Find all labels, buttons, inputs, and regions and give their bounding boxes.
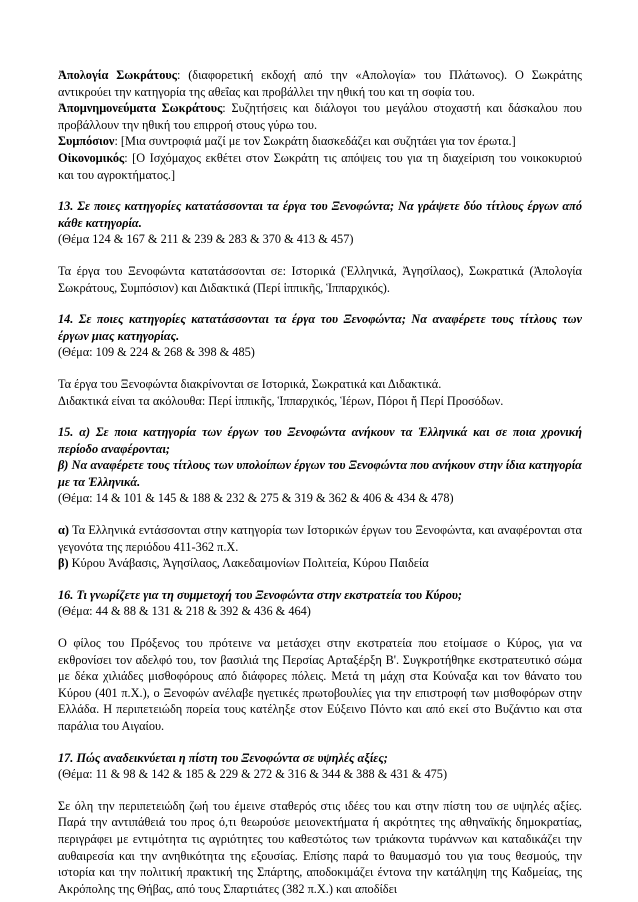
question-heading: 17. Πώς αναδεικνύεται η πίστη του Ξενοφώντα σε υψηλές αξίες; (58, 750, 388, 765)
work-title: Συμπόσιον (58, 134, 115, 149)
question-heading: 13. Σε ποιες κατηγορίες κατατάσσονται τα έργα του Ξενοφώντα; Να γράψετε δύο τίτλους έργων από κάθε κατηγορία. (58, 199, 582, 230)
question-15 (58, 424, 582, 572)
work-title: Ἀπομνημονεύματα Σωκράτους (58, 101, 223, 116)
answer-text: Τα Ελληνικά εντάσσονται στην κατηγορία των Ιστορικών έργων του Ξενοφώντα, και αναφέρονται στα γεγονότα της περιόδου 411-362 π.Χ. (58, 523, 582, 554)
answer-paragraph: Τα έργα του Ξενοφώντα κατατάσσονται σε: Ιστορικά (Ἑλληνικά, Ἀγησίλαος), Σωκρατικά (Ἀπολογία Σωκράτους, Συμπόσιον) και Διδακτικά (Περί ἱππικῆς, Ἱππαρχικός). (58, 263, 582, 295)
spacer (58, 572, 582, 587)
work-description: : [Μια συντροφιά μαζί με τον Σωκράτη διασκεδάζει και συζητάει για τον έρωτα.] (114, 134, 516, 149)
theme-references: (Θέμα: 44 & 88 & 131 & 218 & 392 & 436 & 464) (58, 604, 311, 619)
question-16 (58, 587, 582, 735)
spacer (58, 183, 582, 198)
spacer (58, 248, 582, 263)
question-13 (58, 198, 582, 296)
work-description-oikonomikos (58, 150, 582, 183)
answer-paragraph-a (58, 522, 582, 555)
theme-references: (Θέμα: 109 & 224 & 268 & 398 & 485) (58, 345, 255, 360)
answer-text: Κύρου Ἀνάβασις, Ἀγησίλαος, Λακεδαιμονίων Πολιτεία, Κύρου Παιδεία (68, 556, 429, 571)
answer-label: β) (58, 556, 69, 571)
question-heading: 14. Σε ποιες κατηγορίες κατατάσσονται τα έργα του Ξενοφώντα; Να αναφέρετε τους τίτλους των έργων μιας κατηγορίας. (58, 312, 582, 343)
question-heading-a: 15. α) Σε ποια κατηγορία των έργων του Ξενοφώντα ανήκουν τα Ἑλληνικά και σε ποια χρονική περίοδο αναφέρονται; (58, 425, 582, 456)
theme-references: (Θέμα 124 & 167 & 211 & 239 & 283 & 370 & 413 & 457) (58, 232, 354, 247)
spacer (58, 783, 582, 798)
question-17 (58, 750, 582, 898)
question-heading-b: β) Να αναφέρετε τους τίτλους των υπολοίπων έργων του Ξενοφώντα που ανήκουν στην ίδια κατηγορία με τα Ἑλληνικά. (58, 458, 582, 489)
answer-paragraph: Διδακτικά είναι τα ακόλουθα: Περί ἱππικῆς, Ἱππαρχικός, Ἱέρων, Πόροι ἤ Περί Προσόδων. (58, 393, 504, 408)
spacer (58, 409, 582, 424)
question-heading: 16. Τι γνωρίζετε για τη συμμετοχή του Ξενοφώντα στην εκστρατεία του Κύρου; (58, 587, 462, 602)
spacer (58, 296, 582, 311)
answer-label: α) (58, 523, 69, 538)
work-description: : (διαφορετική εκδοχή από την «Απολογία» του Πλάτωνος). Ο Σωκράτης αντικρούει την κατηγορία της αθεΐας και προβάλλει την ηθική του και τη σοφία του. (58, 68, 582, 99)
theme-references: (Θέμα: 11 & 98 & 142 & 185 & 229 & 272 & 316 & 344 & 388 & 431 & 475) (58, 767, 448, 782)
work-description-apomnemoneumata (58, 100, 582, 133)
intro-works-list (58, 67, 582, 183)
question-14 (58, 311, 582, 409)
work-description: : [Ο Ισχόμαχος εκθέτει στον Σωκράτη τις απόψεις του για τη διαχείριση του νοικοκυριού και του αγροκτήματος.] (58, 150, 582, 182)
spacer (58, 507, 582, 522)
answer-paragraph: Σε όλη την περιπετειώδη ζωή του έμεινε σταθερός στις ιδέες του και στην πίστη του σε υψηλές αξίες. Παρά την αντιπάθειά του προς ό,τι θεωρούσε μειονεκτήματα ή ακρότητες της αθηναϊκής δημοκρατίας, περιγράφει με εντιμότητα τις αγριότητες του καθεστώτος των τριάκοντα τυράννων και καταδικάζει την αυθαιρεσία και την ανηθικότητα της εξουσίας. Επίσης παρά το θαυμασμό του για τους θεσμούς, την ιστορία και την πολιτική πρακτική της Σπάρτης, αποδοκιμάζει έντονα την κατάληψη της Καδμείας, της Ακρόπολης της Θήβας, από τους Σπαρτιάτες (382 π.Χ.) και αποδίδει (58, 798, 582, 896)
work-description: : Συζητήσεις και διάλογοι του μεγάλου στοχαστή και δάσκαλου που προβάλλουν την ηθική του επιρροή στους γύρω του. (58, 101, 582, 132)
answer-paragraph: Ο φίλος του Πρόξενος του πρότεινε να μετάσχει στην εκστρατεία που ετοίμασε ο Κύρος, για να εκθρονίσει τον αδελφό του, τον βασιλιά της Περσίας Αρταξέρξη Β'. Συγκροτήθηκε εκστρατευτικό σώμα με δέκα χιλιάδες μισθοφόρους από διάφορες πόλεις. Μετά τη μάχη στα Κούναξα και τον θάνατο του Κύρου (401 π.Χ.), ο Ξενοφών ανέλαβε ηγετικές πρωτοβουλίες για την επιστροφή των μισθοφόρων στην Ελλάδα. Η περιπετειώδη πορεία τους κατέληξε στον Εύξεινο Πόντο και από εκεί στο Βυζάντιο και στα παράλια του Αιγαίου. (58, 636, 582, 733)
theme-references: (Θέμα: 14 & 101 & 145 & 188 & 232 & 275 & 319 & 362 & 406 & 434 & 478) (58, 491, 454, 506)
work-description-symposion (58, 133, 582, 150)
spacer (58, 361, 582, 376)
spacer (58, 735, 582, 750)
work-title: Ἀπολογία Σωκράτους (58, 68, 177, 82)
answer-paragraph: Τα έργα του Ξενοφώντα διακρίνονται σε Ιστορικά, Σωκρατικά και Διδακτικά. (58, 376, 442, 391)
work-description-apologia (58, 67, 582, 100)
work-title: Οἰκονομικός (58, 150, 125, 165)
spacer (58, 620, 582, 635)
answer-paragraph-b (58, 555, 582, 572)
